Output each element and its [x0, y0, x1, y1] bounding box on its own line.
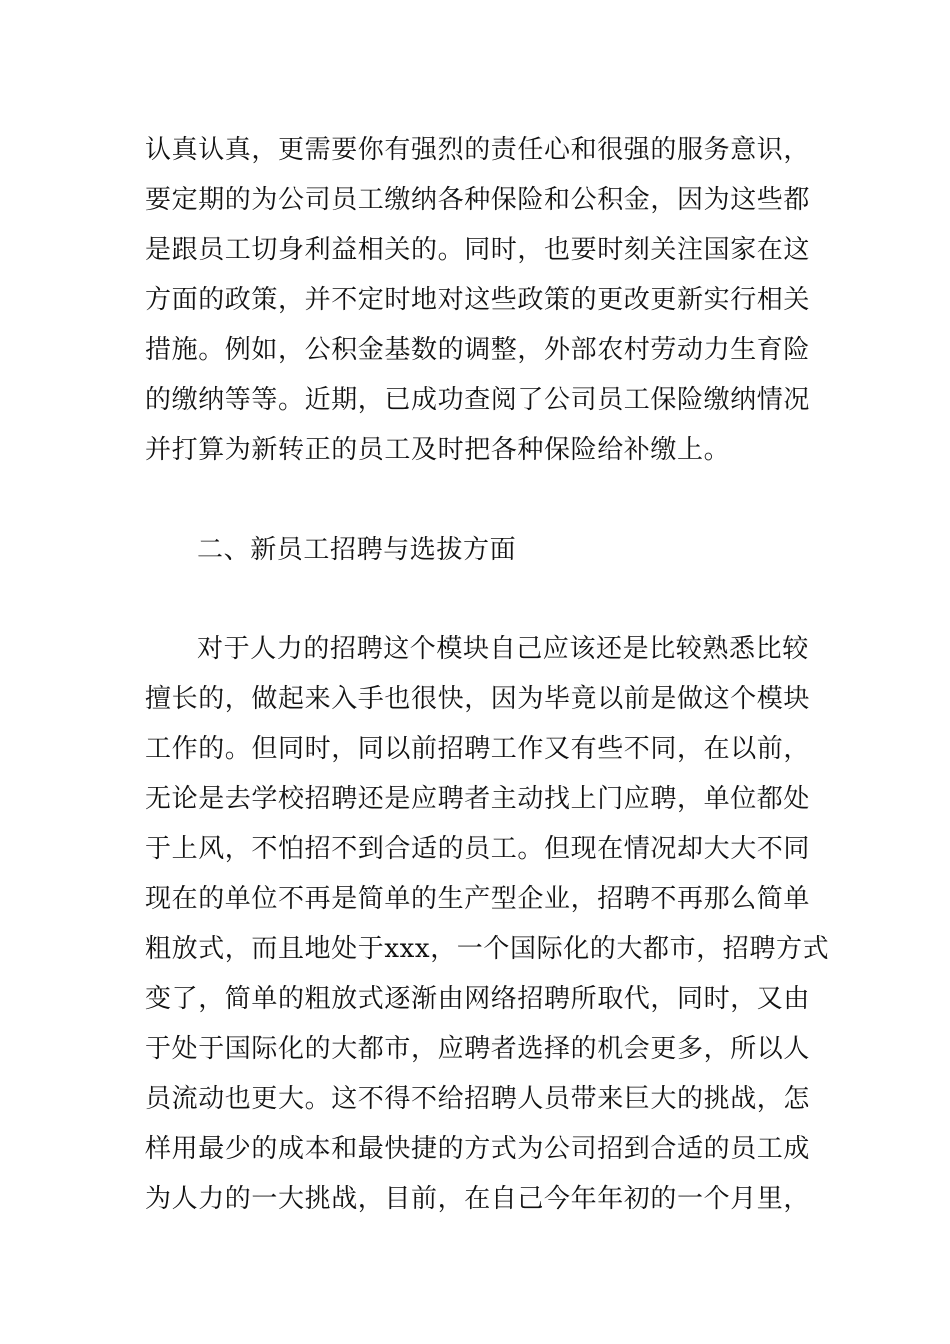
paragraph-2-line-6: 现在的单位不再是简单的生产型企业，招聘不再那么简单: [145, 884, 811, 914]
paragraph-1-line-3: 是跟员工切身利益相关的。同时，也要时刻关注国家在这: [145, 235, 811, 265]
paragraph-1-line-2: 要定期的为公司员工缴纳各种保险和公积金，因为这些都: [145, 185, 811, 215]
section-heading: 二、新员工招聘与选拔方面: [197, 535, 517, 565]
paragraph-2-line-12: 为人力的一大挑战，目前，在自己今年年初的一个月里，: [145, 1184, 811, 1214]
paragraph-2-line-9: 于处于国际化的大都市，应聘者选择的机会更多，所以人: [145, 1034, 811, 1064]
paragraph-2-line-4: 无论是去学校招聘还是应聘者主动找上门应聘，单位都处: [145, 784, 811, 814]
paragraph-1-line-5: 措施。例如，公积金基数的调整，外部农村劳动力生育险: [145, 335, 811, 365]
paragraph-2-line-2: 擅长的，做起来入手也很快，因为毕竟以前是做这个模块: [145, 684, 811, 714]
paragraph-2-line-5: 于上风，不怕招不到合适的员工。但现在情况却大大不同: [145, 834, 811, 864]
paragraph-2-line-11: 样用最少的成本和最快捷的方式为公司招到合适的员工成: [145, 1134, 811, 1164]
paragraph-2-line-3: 工作的。但同时，同以前招聘工作又有些不同，在以前，: [145, 734, 811, 764]
paragraph-1-line-6: 的缴纳等等。近期，已成功查阅了公司员工保险缴纳情况: [145, 385, 811, 415]
paragraph-1-line-7: 并打算为新转正的员工及时把各种保险给补缴上。: [145, 435, 731, 465]
paragraph-2-line-7: 粗放式，而且地处于xxx，一个国际化的大都市，招聘方式: [145, 934, 830, 964]
paragraph-1-line-1: 认真认真，更需要你有强烈的责任心和很强的服务意识，: [145, 135, 811, 165]
paragraph-1-line-4: 方面的政策，并不定时地对这些政策的更改更新实行相关: [145, 285, 811, 315]
paragraph-2-line-8: 变了，简单的粗放式逐渐由网络招聘所取代，同时，又由: [145, 984, 811, 1014]
paragraph-2-line-10: 员流动也更大。这不得不给招聘人员带来巨大的挑战，怎: [145, 1084, 811, 1114]
paragraph-2-line-1: 对于人力的招聘这个模块自己应该还是比较熟悉比较: [197, 634, 809, 664]
